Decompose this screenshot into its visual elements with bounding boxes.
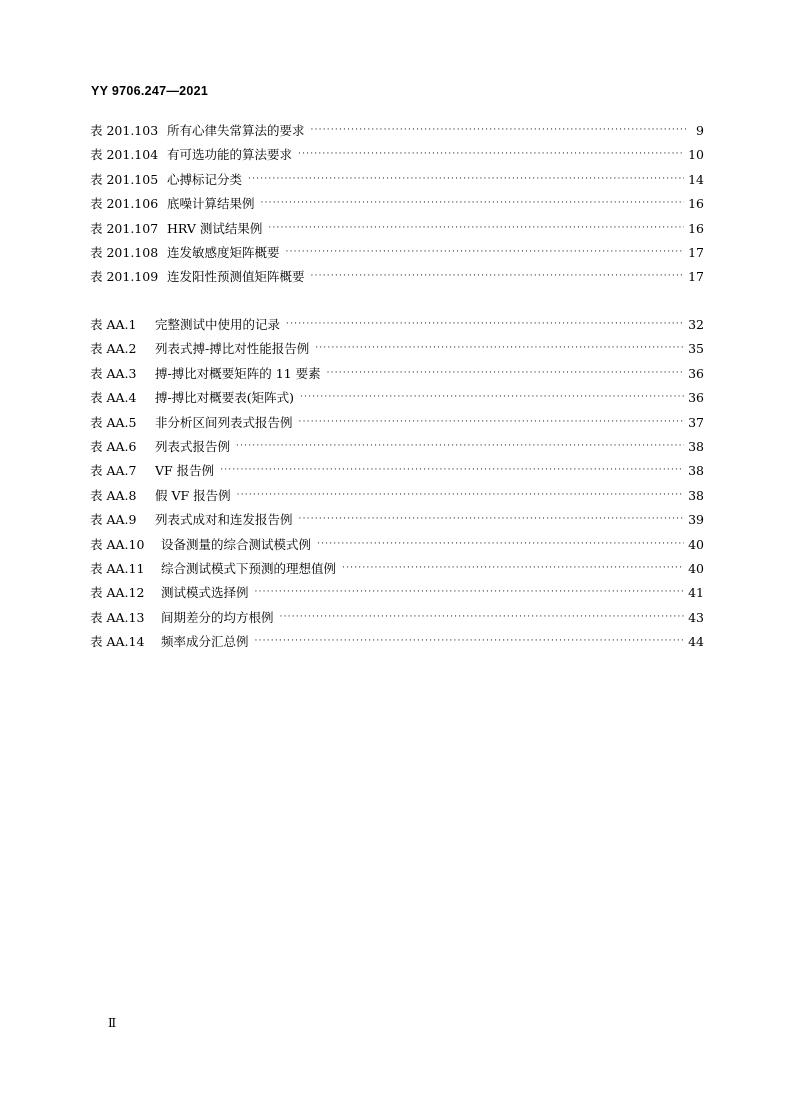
- toc-entry-title: 连发阳性预测值矩阵概要: [167, 269, 305, 285]
- document-header: [91, 84, 208, 98]
- toc-entry-page: 37: [688, 414, 704, 430]
- toc-entry[interactable]: [90, 435, 704, 459]
- toc-entry-page: 38: [688, 463, 704, 479]
- toc-list-main-tables: [90, 119, 704, 290]
- toc-entry[interactable]: [90, 411, 704, 435]
- toc-entry[interactable]: [90, 606, 704, 630]
- toc-entry-number: 表 AA.3: [90, 365, 137, 381]
- toc-entry[interactable]: [90, 192, 704, 216]
- toc-entry[interactable]: [90, 484, 704, 508]
- dot-leader: [268, 216, 684, 240]
- toc-entry-number: 表 AA.14: [90, 634, 145, 650]
- toc-entry[interactable]: [90, 508, 704, 532]
- dot-leader: [286, 240, 685, 264]
- toc-entry[interactable]: [90, 581, 704, 605]
- toc-entry[interactable]: [90, 241, 704, 265]
- toc-entry-number: 表 AA.10: [90, 536, 145, 552]
- toc-entry-page: 38: [688, 438, 704, 454]
- toc-entry-page: 36: [688, 390, 704, 406]
- page-number: Ⅱ: [108, 1016, 117, 1030]
- toc-entry-number: 表 201.109: [90, 269, 159, 285]
- toc-entry-number: 表 AA.9: [90, 512, 137, 528]
- toc-entry-page: 38: [688, 487, 704, 503]
- dot-leader: [342, 556, 684, 580]
- dot-leader: [261, 191, 685, 215]
- toc-entry-number: 表 AA.11: [90, 560, 145, 576]
- toc-entry-number: 表 AA.5: [90, 414, 137, 430]
- toc-entry-number: 表 AA.2: [90, 341, 137, 357]
- toc-entry-title: HRV 测试结果例: [167, 220, 263, 236]
- dot-leader: [237, 483, 684, 507]
- toc-entry-page: 40: [688, 536, 704, 552]
- dot-leader: [311, 264, 685, 288]
- toc-entry-number: 表 AA.8: [90, 487, 137, 503]
- toc-entry[interactable]: [90, 119, 704, 143]
- toc-entry-title: 有可选功能的算法要求: [167, 147, 293, 163]
- toc-entry-number: 表 AA.6: [90, 438, 137, 454]
- toc-entry-number: 表 201.104: [90, 147, 159, 163]
- toc-entry[interactable]: [90, 313, 704, 337]
- toc-entry-number: 表 AA.12: [90, 585, 145, 601]
- toc-entry[interactable]: [90, 217, 704, 241]
- toc-entry-page: 17: [688, 244, 704, 260]
- toc-entry-title: 测试模式选择例: [161, 585, 249, 601]
- dot-leader: [236, 434, 684, 458]
- toc-entry[interactable]: [90, 265, 704, 289]
- toc-entry-title: 综合测试模式下预测的理想值例: [161, 560, 337, 576]
- dot-leader: [255, 629, 685, 653]
- toc-entry-page: 44: [688, 634, 704, 650]
- dot-leader: [300, 385, 684, 409]
- toc-entry-page: 43: [688, 609, 704, 625]
- dot-leader: [315, 336, 684, 360]
- toc-list-annex-tables: [90, 313, 704, 654]
- toc-entry[interactable]: [90, 557, 704, 581]
- dot-leader: [299, 410, 685, 434]
- toc-entry-title: 假 VF 报告例: [155, 487, 231, 503]
- toc-entry-title: 频率成分汇总例: [161, 634, 249, 650]
- toc-entry-number: 表 201.107: [90, 220, 159, 236]
- toc-entry-title: 连发敏感度矩阵概要: [167, 244, 280, 260]
- toc-entry-page: 36: [688, 365, 704, 381]
- toc-entry[interactable]: [90, 362, 704, 386]
- toc-entry-number: 表 AA.13: [90, 609, 145, 625]
- toc-entry[interactable]: [90, 143, 704, 167]
- toc-entry-title: VF 报告例: [155, 463, 215, 479]
- toc-entry-number: 表 AA.1: [90, 317, 137, 332]
- toc-entry-title: 完整测试中使用的记录: [155, 317, 281, 332]
- toc-entry-page: 39: [688, 512, 704, 528]
- toc-entry-number: 表 201.108: [90, 244, 159, 260]
- toc-entry-page: 14: [688, 171, 704, 187]
- toc-entry-title: 设备测量的综合测试模式例: [161, 536, 312, 552]
- dot-leader: [311, 118, 686, 142]
- toc-entry-title: 非分析区间列表式报告例: [155, 414, 293, 430]
- toc-entry-title: 间期差分的均方根例: [161, 609, 274, 625]
- toc-entry-page: 35: [688, 341, 704, 357]
- toc-entry-page: 16: [688, 220, 704, 236]
- dot-leader: [317, 532, 684, 556]
- dot-leader: [298, 142, 684, 166]
- standard-code: YY 9706.247—2021: [91, 84, 209, 98]
- dot-leader: [248, 167, 684, 191]
- toc-entry-page: 17: [688, 269, 704, 285]
- toc-entry-number: 表 201.106: [90, 196, 159, 212]
- toc-entry-number: 表 201.103: [90, 123, 159, 138]
- dot-leader: [286, 312, 684, 336]
- dot-leader: [327, 361, 685, 385]
- toc-entry-title: 底噪计算结果例: [167, 196, 255, 212]
- toc-entry-title: 心搏标记分类: [167, 171, 243, 187]
- toc-entry-page: 10: [688, 147, 704, 163]
- toc-entry[interactable]: [90, 386, 704, 410]
- dot-leader: [220, 458, 684, 482]
- toc-entry-number: 表 AA.7: [90, 463, 137, 479]
- toc-entry-page: 9: [696, 123, 704, 138]
- dot-leader: [280, 605, 685, 629]
- dot-leader: [255, 580, 685, 604]
- toc-entry-page: 16: [688, 196, 704, 212]
- toc-entry-page: 32: [688, 317, 704, 332]
- toc-entry-page: 41: [688, 585, 704, 601]
- toc-entry[interactable]: [90, 630, 704, 654]
- toc-entry-title: 所有心律失常算法的要求: [167, 123, 305, 138]
- dot-leader: [299, 507, 685, 531]
- toc-entry-number: 表 201.105: [90, 171, 159, 187]
- toc-entry[interactable]: [90, 337, 704, 361]
- toc-entry-title: 搏-搏比对概要表(矩阵式): [155, 390, 294, 406]
- toc-entry-page: 40: [688, 560, 704, 576]
- toc-entry-title: 搏-搏比对概要矩阵的 11 要素: [155, 365, 321, 381]
- toc-entry[interactable]: [90, 168, 704, 192]
- toc-entry-title: 列表式搏-搏比对性能报告例: [155, 341, 310, 357]
- toc-entry-number: 表 AA.4: [90, 390, 137, 406]
- toc-entry[interactable]: [90, 459, 704, 483]
- toc-entry[interactable]: [90, 533, 704, 557]
- toc-entry-title: 列表式成对和连发报告例: [155, 512, 293, 528]
- toc-entry-title: 列表式报告例: [155, 438, 231, 454]
